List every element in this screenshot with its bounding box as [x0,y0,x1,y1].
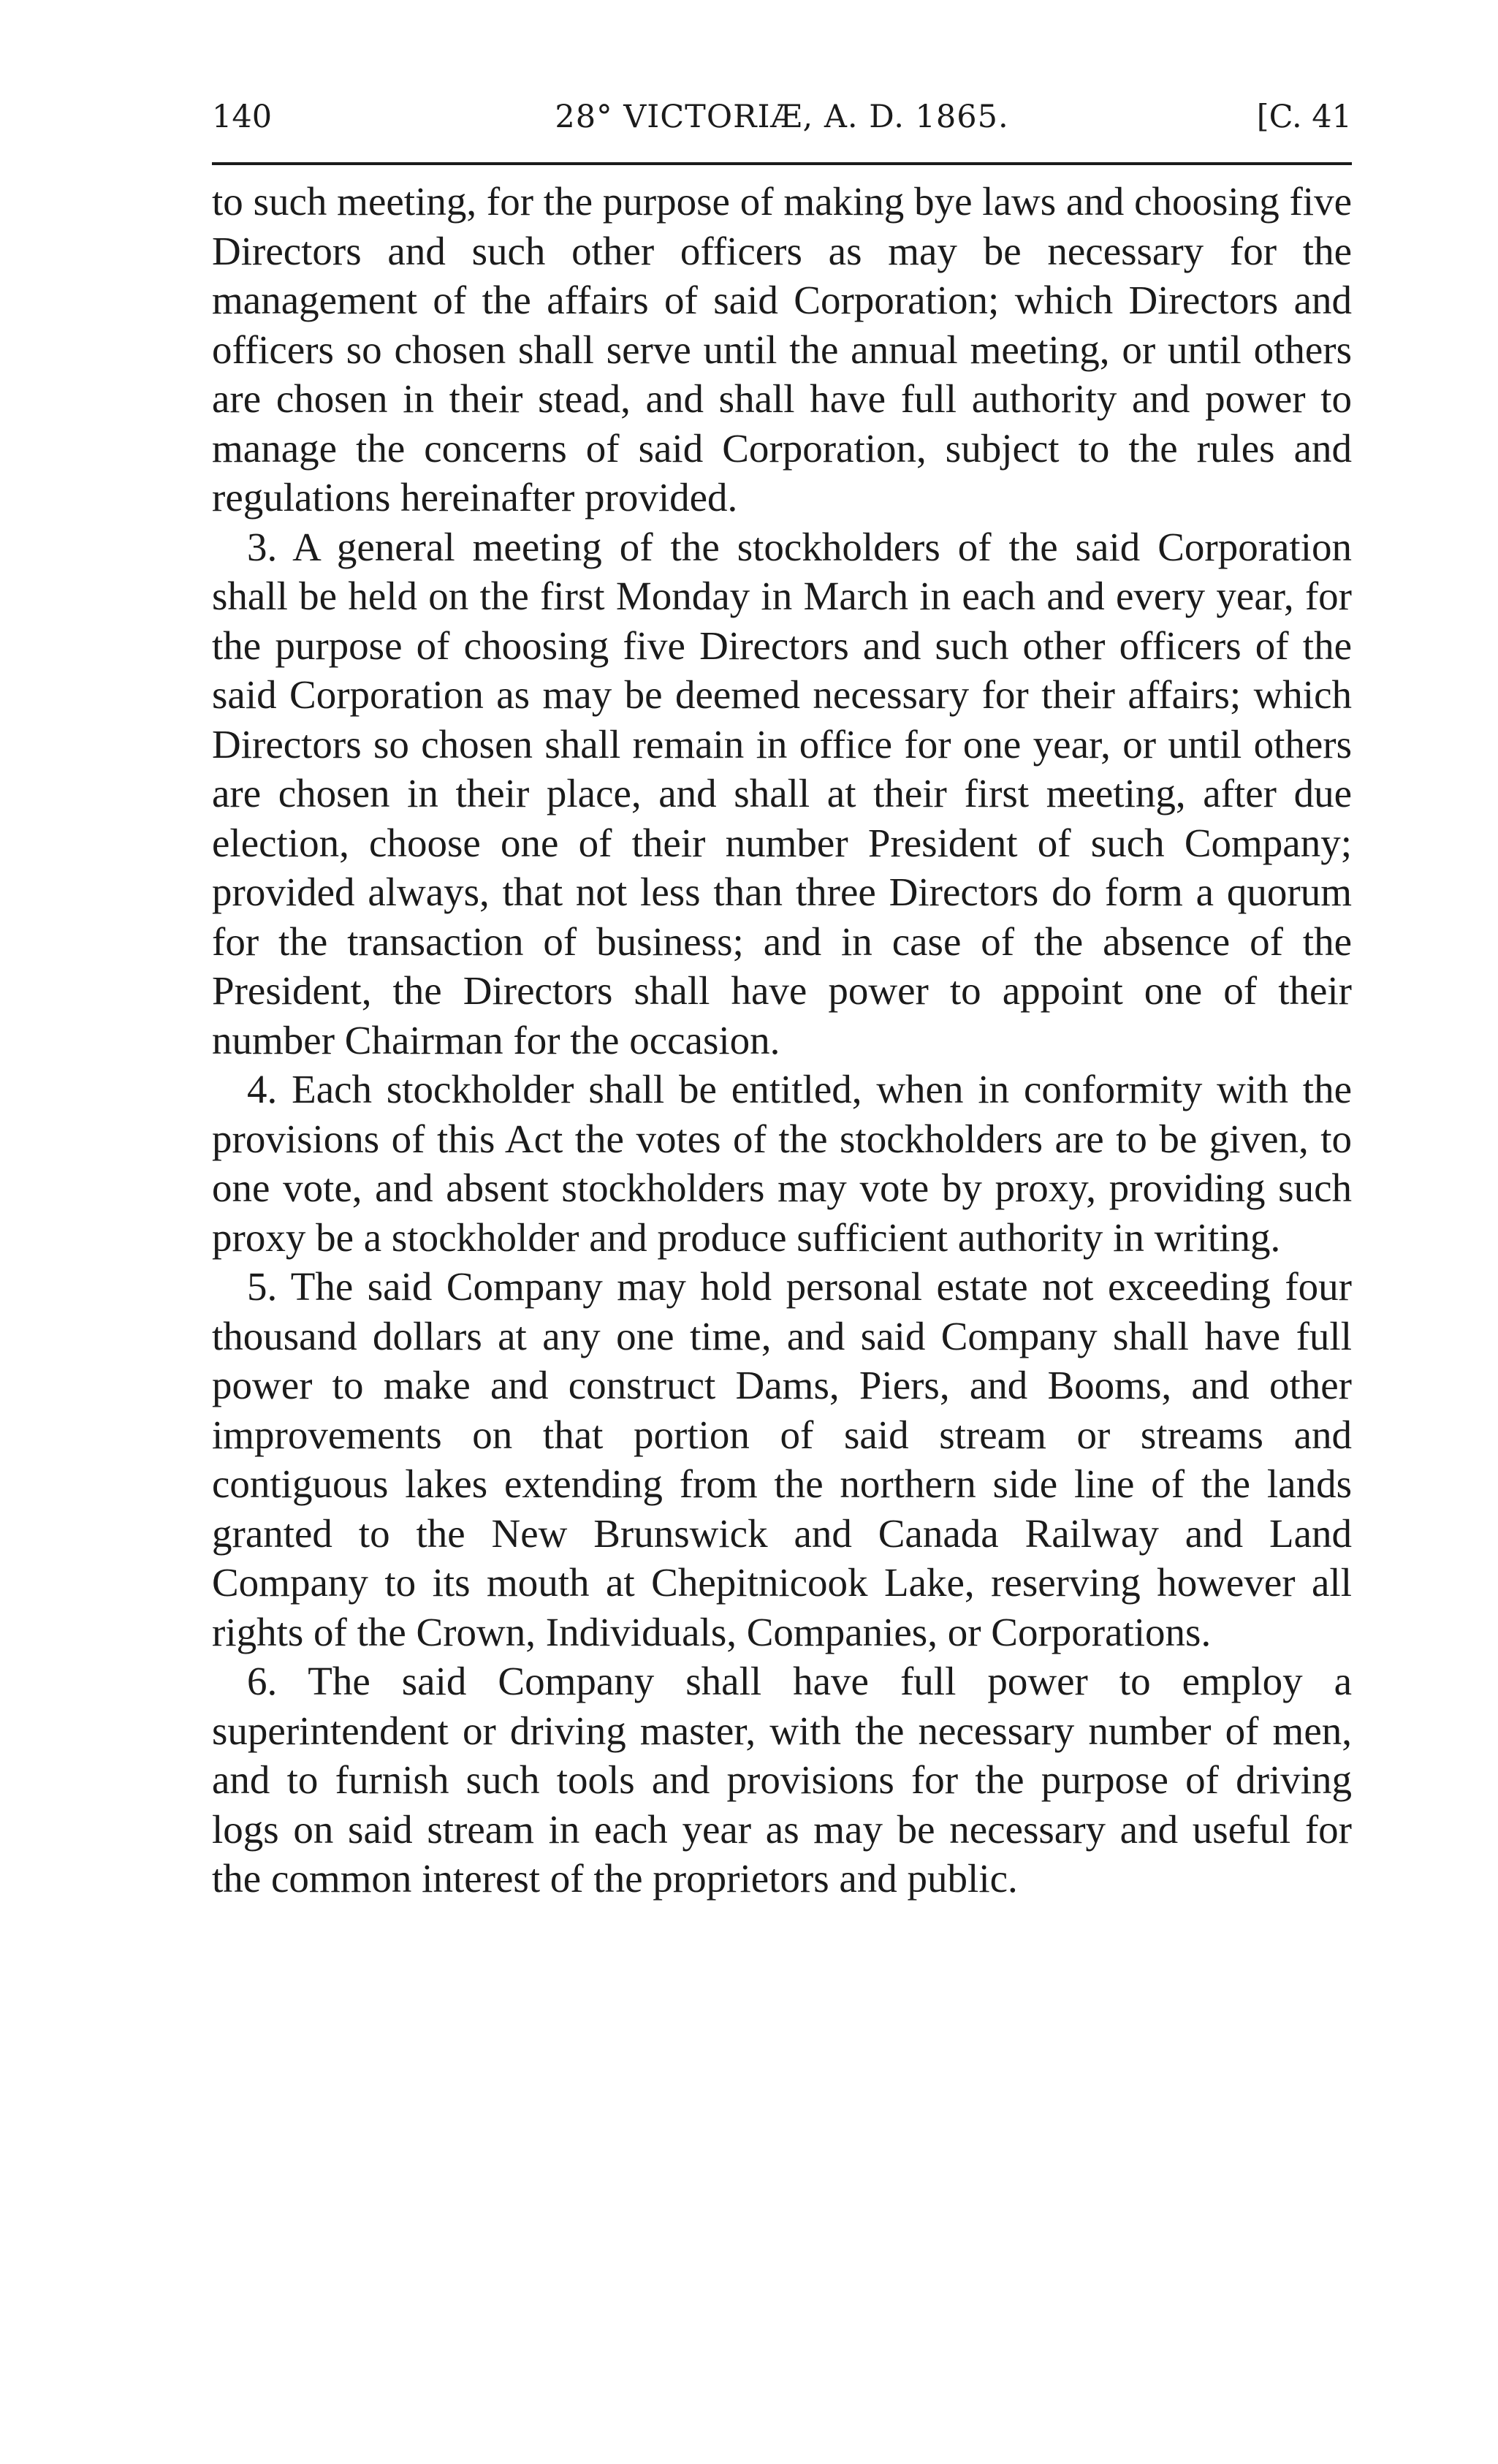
document-page [212,88,1352,1904]
section-3-paragraph: 3. A general meeting of the stockholders of the said Corporation shall be held on the first Monday in March in each and every year, for the purpose of choosing five Directors and such other officers of the said Corporation as may be deemed necessary for their affairs; which Directors so chosen shall remain in office for one year, or until others are chosen in their place, and shall at their first meeting, after due election, choose one of their number President of such Company; provided always, that not less than three Directors do form a quorum for the transaction of business; and in case of the absence of the President, the Directors shall have power to appoint one of their number Chairman for the occasion. [212,524,1352,1062]
page-number: 140 [212,99,273,135]
header-rule [212,162,1352,165]
section-6-paragraph: 6. The said Company shall have full power to employ a superintendent or driving master, with the necessary number of men, and to furnish such tools and provisions for the purpose of driving logs on said stream in each year as may be necessary and useful for the common interest of the proprietors and public. [212,1659,1352,1901]
running-head [212,88,1352,146]
paragraph-continuation: to such meeting, for the purpose of making bye laws and choosing five Directors and such other officers as may be necessary for the management of the affairs of said Corporation; which Directors and officers so chosen shall serve until the annual meeting, or until others are chosen in their stead, and shall have full authority and power to manage the concerns of said Corporation, subject to the rules and regulations hereinafter provided. [212,179,1352,520]
chapter-reference: [C. 41 [1256,99,1352,135]
section-5-paragraph: 5. The said Company may hold personal estate not exceeding four thousand dollars at any one time, and said Company shall have full power to make and construct Dams, Piers, and Booms, and other improvements on that portion of said stream or streams and contiguous lakes extending from the northern side line of the lands granted to the New Brunswick and Canada Railway and Land Company to its mouth at Chepitnicook Lake, reserving however all rights of the Crown, Individuals, Companies, or Corporations. [212,1264,1352,1654]
section-4-paragraph: 4. Each stockholder shall be entitled, when in conformity with the provisions of this Act the votes of the stockholders are to be given, to one vote, and absent stockholders may vote by proxy, providing such proxy be a stockholder and produce sufficient authority in writing. [212,1067,1352,1260]
body-text [212,177,1352,1904]
header-title: 28° VICTORIÆ, A. D. 1865. [555,99,1009,135]
